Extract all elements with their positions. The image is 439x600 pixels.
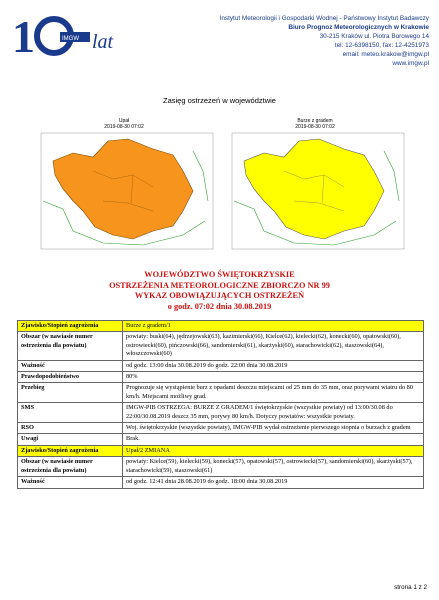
map-upal bbox=[33, 118, 215, 258]
organization-address bbox=[129, 14, 429, 68]
map-burze bbox=[224, 118, 406, 258]
row-value: od godz. 13:00 dnia 30.08.2019 do godz. 22:00 dnia 30.08.2019 bbox=[123, 360, 424, 371]
row-label: Obszar (w nawiasie numer ostrzeżenia dla powiatu) bbox=[18, 332, 123, 360]
row-value: Woj. świętokrzyskie (wszystkie powiaty), IMGW-PIB wydał ostrzeżenie pierwszego stopnia o burzach z gradem bbox=[123, 423, 424, 434]
table-row bbox=[18, 321, 424, 332]
org-line: Biuro Prognoz Meteorologicznych w Krakowie bbox=[288, 24, 429, 31]
row-label: SMS bbox=[18, 403, 123, 423]
row-label: Uwagi bbox=[18, 434, 123, 445]
table-row bbox=[18, 445, 424, 456]
row-label: Zjawisko/Stopień zagrożenia bbox=[18, 321, 123, 332]
org-line: Instytut Meteorologii i Gospodarki Wodnej - Państwowy Instytut Badawczy bbox=[219, 15, 429, 22]
org-email[interactable]: email: meteo.krakow@imgw.pl bbox=[342, 51, 429, 58]
heading-line: WOJEWÓDZTWO ŚWIĘTOKRZYSKIE bbox=[144, 270, 295, 279]
row-label: Przebieg bbox=[18, 383, 123, 403]
map-date: 2019-08-30 07:02 bbox=[104, 124, 144, 130]
svg-text:1: 1 bbox=[12, 11, 35, 62]
map-caption: Upał bbox=[118, 118, 130, 124]
row-value: od godz. 12:41 dnia 28.08.2019 do godz. 18:00 dnia 30.08.2019 bbox=[123, 477, 424, 488]
table-row bbox=[18, 457, 424, 477]
table-row bbox=[18, 434, 424, 445]
row-value: powiaty: Kielce(59), kielecki(59), konecki(57), opatowski(57), ostrowiecki(57), sandomierski(60), skarżyski(57), starachowicki(59), staszowski(61) bbox=[123, 457, 424, 477]
row-value: Upał/2 ZMIANA bbox=[123, 445, 424, 456]
row-value: Brak. bbox=[123, 434, 424, 445]
svg-text:IMGW: IMGW bbox=[62, 36, 79, 42]
map-graphic bbox=[33, 131, 215, 255]
table-row bbox=[18, 360, 424, 371]
warning-heading bbox=[0, 270, 439, 312]
heading-line: o godz. 07:02 dnia 30.08.2019 bbox=[167, 301, 272, 311]
row-value: powiaty: buski(64), jędrzejowski(63), kazimierski(66), Kielce(62), kielecki(62), konecki(60), opatowski(60), ostrowiecki(60), pińczowski(66), sandomierski(61), skarżyski(60), starachowicki(62), staszowski(64), włoszczowski(60) bbox=[123, 332, 424, 360]
table-row bbox=[18, 403, 424, 423]
table-row bbox=[18, 423, 424, 434]
table-row bbox=[18, 383, 424, 403]
table-row bbox=[18, 372, 424, 383]
org-line: 30-215 Kraków ul. Piotra Borowego 14 bbox=[319, 33, 429, 40]
org-website[interactable]: www.imgw.pl bbox=[392, 60, 429, 67]
table-row bbox=[18, 332, 424, 360]
row-label: Ważność bbox=[18, 477, 123, 488]
org-line: tel: 12-6398150, fax: 12-4251973 bbox=[334, 42, 429, 49]
heading-line: WYKAZ OBOWIĄZUJĄCYCH OSTRZEŻEŃ bbox=[134, 291, 305, 300]
row-label: Obszar (w nawiasie numer ostrzeżenia dla powiatu) bbox=[18, 457, 123, 477]
warnings-table bbox=[17, 320, 424, 489]
row-value: 80% bbox=[123, 372, 424, 383]
page-title: Zasięg ostrzeżeń w województwie bbox=[163, 96, 276, 105]
logo-text: lat bbox=[92, 31, 114, 53]
heading-line: OSTRZEŻENIA METEOROLOGICZNE ZBIORCZO NR 99 bbox=[109, 280, 330, 290]
map-graphic bbox=[224, 131, 406, 255]
table-row bbox=[18, 477, 424, 488]
map-date: 2019-08-30 07:02 bbox=[295, 124, 335, 130]
page-number: strona 1 z 2 bbox=[394, 584, 427, 591]
row-value: Burze z gradem/1 bbox=[123, 321, 424, 332]
row-label: Ważność bbox=[18, 360, 123, 371]
row-value: IMGW-PIB OSTRZEGA: BURZE Z GRADEM/1 świętokrzyskie (wszystkie powiaty) od 13:00/30.08 do 22:00/30.08.2019 deszcz 35 mm, porywy 80 km/h. Dotyczy powiatów: wszystkie powiaty. bbox=[123, 403, 424, 423]
row-value: Prognozuje się wystąpienie burz z opadami deszczu miejscami od 25 mm do 35 mm, oraz porywami wiatru do 80 km/h. Miejscami możliwy grad. bbox=[123, 383, 424, 403]
row-label: RSO bbox=[18, 423, 123, 434]
row-label: Prawdopodobieństwo bbox=[18, 372, 123, 383]
map-caption: Burze z gradem bbox=[297, 118, 333, 124]
imgw-logo bbox=[12, 10, 132, 66]
row-label: Zjawisko/Stopień zagrożenia bbox=[18, 445, 123, 456]
